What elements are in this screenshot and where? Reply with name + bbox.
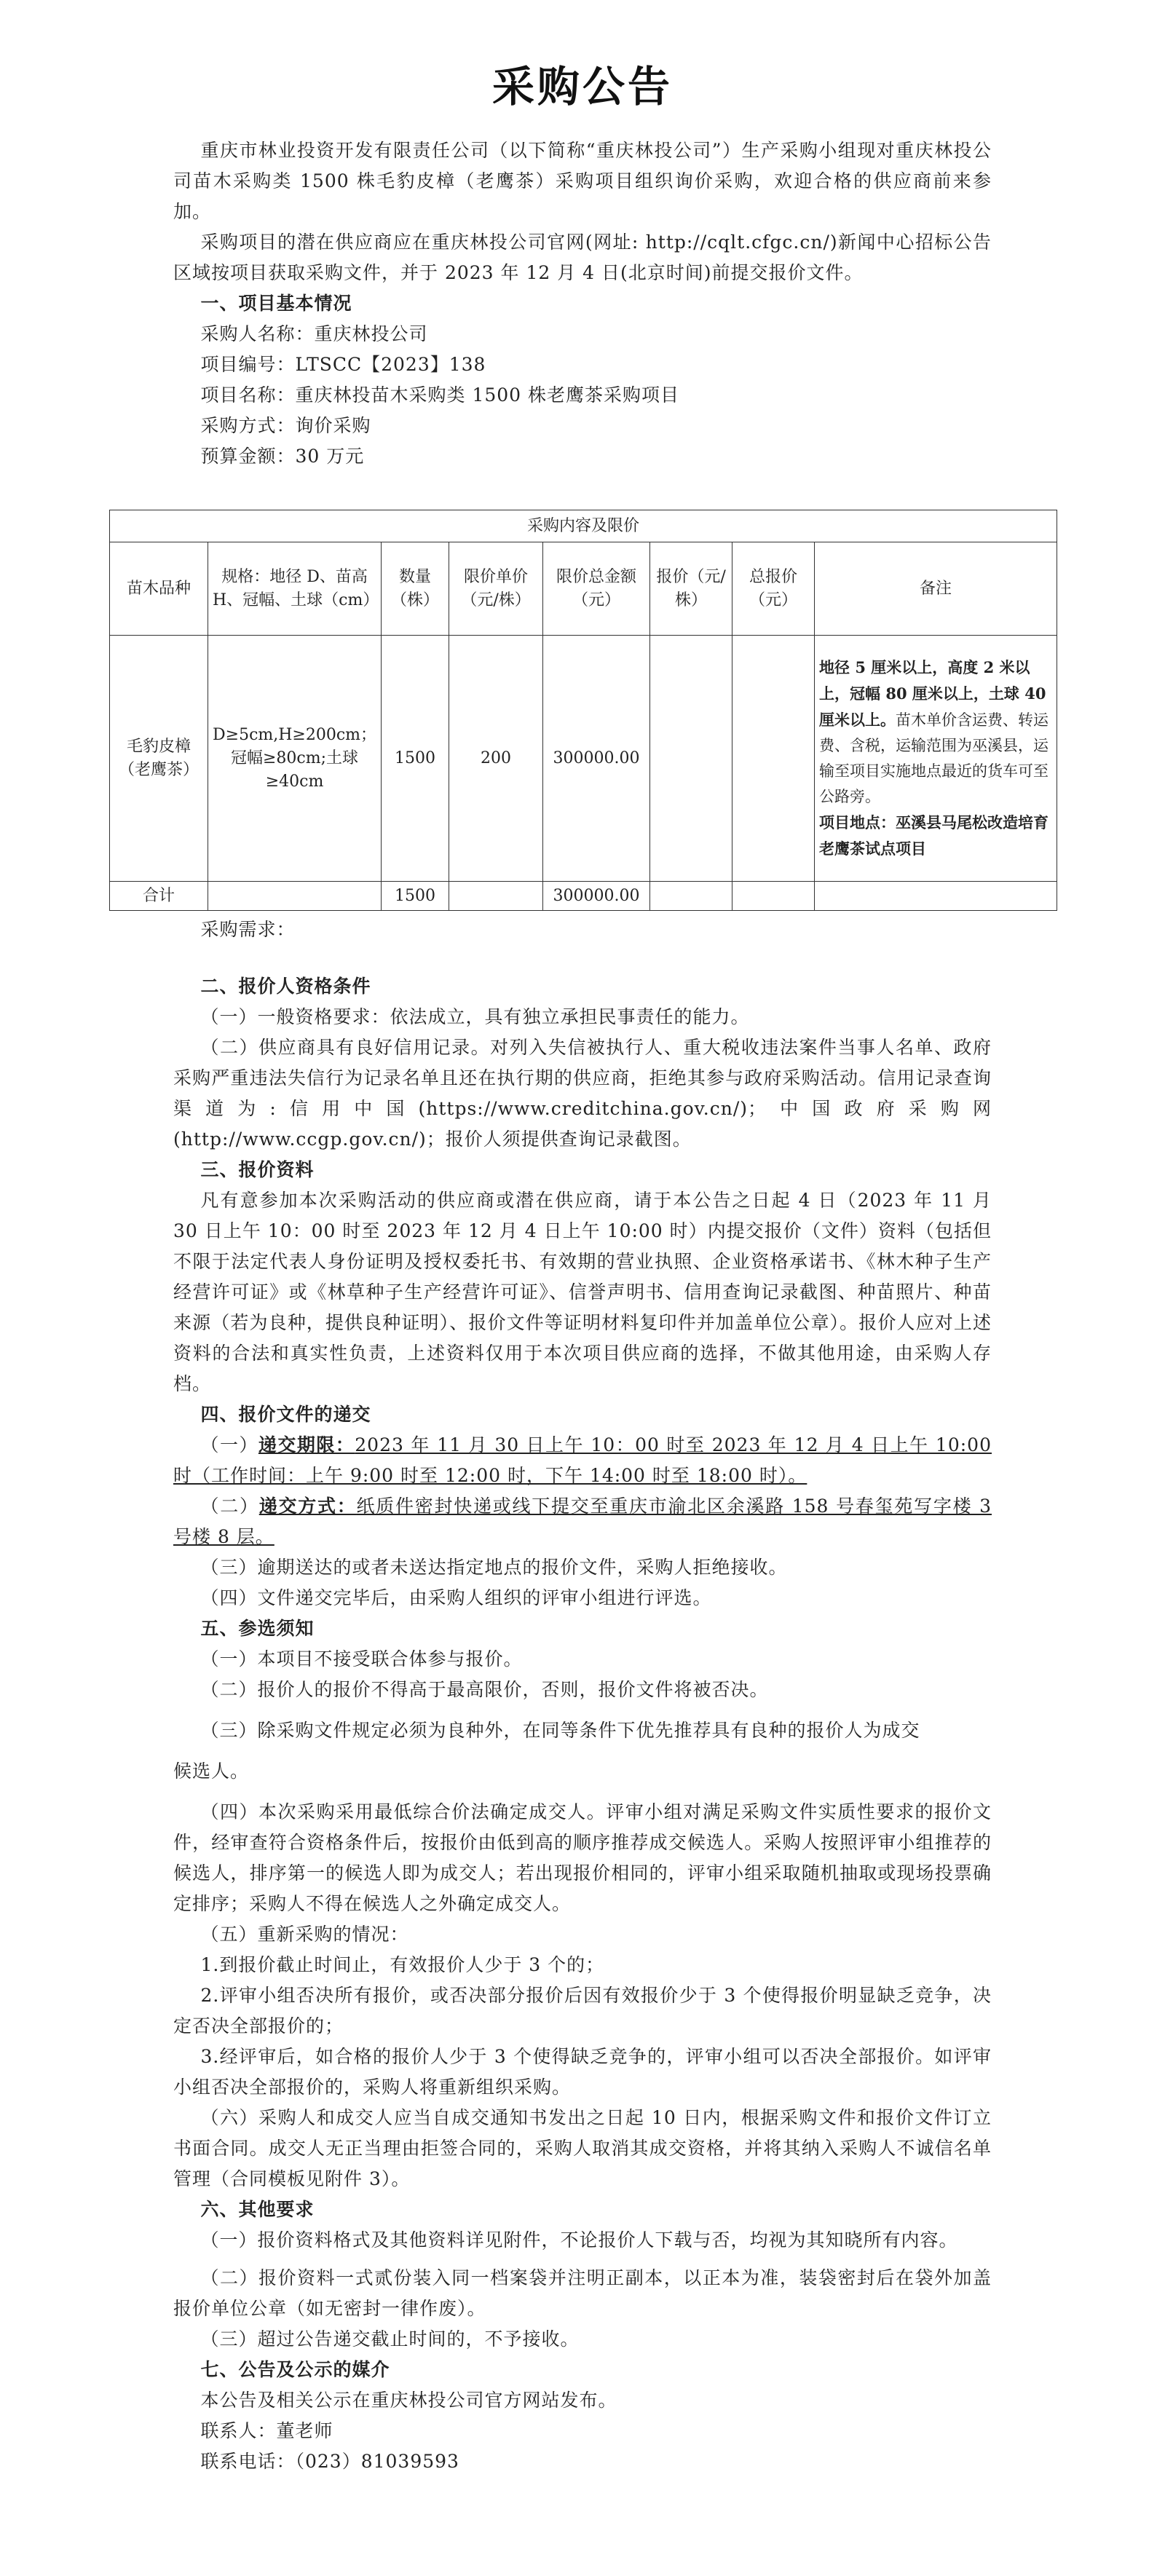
section4-paragraph-2: （二）递交方式：纸质件密封快递或线下提交至重庆市渝北区余溪路 158 号春玺苑写字楼 3 号楼 8 层。 [173, 1496, 992, 1547]
page-title: 采购公告 [491, 62, 673, 111]
purchase-method: 采购方式：询价采购 [200, 415, 371, 436]
section1-heading: 一、项目基本情况 [200, 293, 352, 314]
section4-heading: 四、报价文件的递交 [200, 1404, 371, 1425]
section7-heading: 七、公告及公示的媒介 [200, 2359, 390, 2380]
section5-paragraph-6: （六）采购人和成交人应当自成交通知书发出之日起 10 日内，根据采购文件和报价文件订立书面合同。成交人无正当理由拒签合同的，采购人取消其成交资格，并将其纳入采购人不诚信名单管理（合同模板见附件 3）。 [173, 2107, 992, 2189]
section6-paragraph-3: （三）超过公告递交截止时间的，不予接收。 [200, 2328, 580, 2350]
total-label: 合计 [110, 882, 208, 911]
section5-item-1: 1.到报价截止时间止，有效报价人少于 3 个的； [200, 1954, 605, 1975]
cell-qty: 1500 [382, 636, 449, 882]
section5-item-2: 2.评审小组否决所有报价，或否决部分报价后因有效报价少于 3 个使得报价明显缺乏竞争，决定否决全部报价的； [173, 1985, 992, 2036]
section5-paragraph-1: （一）本项目不接受联合体参与报价。 [200, 1648, 523, 1670]
intro-paragraph-2: 采购项目的潜在供应商应在重庆林投公司官网(网址: http://cqlt.cfgc.cn/)新闻中心招标公告区域按项目获取采购文件，并于 2023 年 12 月 4 日(北京时间)前提交报价文件。 [173, 232, 992, 283]
cell-spec: D≥5cm,H≥200cm；冠幅≥80cm;土球≥40cm [208, 636, 382, 882]
header-spec: 规格：地径 D、苗高 H、冠幅、土球（cm） [208, 542, 382, 636]
header-total-quote: 总报价（元） [732, 542, 815, 636]
contact-phone: 联系电话：（023）81039593 [200, 2451, 459, 2472]
header-unit-price: 限价单价（元/株） [449, 542, 543, 636]
procurement-table [109, 510, 1057, 911]
deadline-text: 2023 年 11 月 30 日上午 10：00 时至 2023 年 12 月 4 日上午 10:00 时（工作时间：上午 9:00 时至 12:00 时，下午 14:00 时至 18:00 时）。 [173, 1434, 992, 1486]
intro-section [173, 135, 992, 472]
section5-heading: 五、参选须知 [200, 1618, 315, 1639]
header-quote: 报价（元/株） [650, 542, 732, 636]
remarks-plain: 苗木单价含运费、转运费、含税，运输范围为巫溪县，运输至项目实施地点最近的货车可至公路旁。 [819, 711, 1049, 805]
section5-paragraph-4: （四）本次采购采用最低综合价法确定成交人。评审小组对满足采购文件实质性要求的报价文件，经审查符合资格条件后，按报价由低到高的顺序推荐成交候选人。采购人按照评审小组推荐的候选人，排序第一的候选人即为成交人；若出现报价相同的，评审小组采取随机抽取或现场投票确定排序；采购人不得在候选人之外确定成交人。 [173, 1801, 992, 1914]
section6-paragraph-2: （二）报价资料一式贰份装入同一档案袋并注明正副本，以正本为准，装袋密封后在袋外加盖报价单位公章（如无密封一律作废）。 [173, 2267, 992, 2319]
budget-amount: 预算金额：30 万元 [200, 446, 365, 467]
section6-heading: 六、其他要求 [200, 2199, 315, 2220]
section5-paragraph-2: （二）报价人的报价不得高于最高限价，否则，报价文件将被否决。 [200, 1679, 769, 1700]
table-header-row [110, 542, 1057, 636]
deadline-label: 递交期限： [258, 1434, 355, 1455]
cell-remarks [815, 636, 1057, 882]
header-qty: 数量（株） [382, 542, 449, 636]
contact-person: 联系人：董老师 [200, 2420, 333, 2441]
table-total-row [110, 882, 1057, 911]
section4-paragraph-4: （四）文件递交完毕后，由采购人组织的评审小组进行评选。 [200, 1587, 712, 1608]
header-total-limit: 限价总金额（元） [543, 542, 650, 636]
purchaser-name: 采购人名称：重庆林投公司 [200, 323, 428, 344]
section3-paragraph-1: 凡有意参加本次采购活动的供应商或潜在供应商，请于本公告之日起 4 日（2023 年 11 月 30 日上午 10：00 时至 2023 年 12 月 4 日上午 10:00 时）内提交报价（文件）资料（包括但不限于法定代表人身份证明及授权委托书、有效期的营业执照、企业资格承诺书、《林木种子生产经营许可证》或《林草种子生产经营许可证》、信誉声明书、信用查询记录截图、种苗照片、种苗来源（若为良种，提供良种证明）、报价文件等证明材料复印件并加盖单位公章）。报价人应对上述资料的合法和真实性负责，上述资料仅用于本次项目供应商的选择，不做其他用途，由采购人存档。 [173, 1190, 992, 1394]
remarks-location-bold: 项目地点：巫溪县马尾松改造培育老鹰茶试点项目 [819, 813, 1049, 858]
section3-heading: 三、报价资料 [200, 1159, 315, 1180]
section5-paragraph-5: （五）重新采购的情况： [200, 1924, 409, 1945]
delivery-method-label: 递交方式： [258, 1496, 357, 1517]
section5-paragraph-3: （三）除采购文件规定必须为良种外，在同等条件下优先推荐具有良种的报价人为成交 [200, 1720, 920, 1741]
total-amount: 300000.00 [543, 882, 650, 911]
section7-paragraph-1: 本公告及相关公示在重庆林投公司官方网站发布。 [200, 2390, 617, 2411]
table-caption: 采购内容及限价 [110, 510, 1057, 542]
section6-paragraph-1: （一）报价资料格式及其他资料详见附件，不论报价人下载与否，均视为其知晓所有内容。 [200, 2229, 958, 2251]
section4-paragraph-3: （三）逾期送达的或者未送达指定地点的报价文件，采购人拒绝接收。 [200, 1557, 788, 1578]
header-remarks: 备注 [815, 542, 1057, 636]
total-qty: 1500 [382, 882, 449, 911]
header-variety: 苗木品种 [110, 542, 208, 636]
intro-paragraph-1: 重庆市林业投资开发有限责任公司（以下简称“重庆林投公司”）生产采购小组现对重庆林投公司苗木采购类 1500 株毛豹皮樟（老鹰茶）采购项目组织询价采购，欢迎合格的供应商前来参加。 [173, 140, 992, 222]
cell-total-quote [732, 636, 815, 882]
section5-item-3: 3.经评审后，如合格的报价人少于 3 个使得缺乏竞争的，评审小组可以否决全部报价。如评审小组否决全部报价的，采购人将重新组织采购。 [173, 2046, 992, 2098]
section4-paragraph-1: （一）递交期限：2023 年 11 月 30 日上午 10：00 时至 2023 年 12 月 4 日上午 10:00 时（工作时间：上午 9:00 时至 12:00 时，下午 14:00 时至 18:00 时）。 [173, 1434, 992, 1486]
remarks-spec-bold: 地径 5 厘米以上，高度 2 米以上，冠幅 80 厘米以上，土球 40 厘米以上。 [819, 658, 1046, 729]
section5-paragraph-3-cont: 候选人。 [173, 1761, 250, 1782]
project-number: 项目编号：LTSCC【2023】138 [200, 354, 486, 375]
section2-paragraph-1: （一）一般资格要求：依法成立，具有独立承担民事责任的能力。 [200, 1006, 750, 1027]
section2-heading: 二、报价人资格条件 [200, 976, 371, 997]
project-name: 项目名称：重庆林投苗木采购类 1500 株老鹰茶采购项目 [200, 384, 680, 406]
cell-total: 300000.00 [543, 636, 650, 882]
cell-variety: 毛豹皮樟（老鹰茶） [110, 636, 208, 882]
cell-quote [650, 636, 732, 882]
cell-unit-price: 200 [449, 636, 543, 882]
demand-label: 采购需求： [200, 919, 296, 940]
body-sections [173, 914, 992, 2477]
table-row [110, 636, 1057, 882]
delivery-method-text: 纸质件密封快递或线下提交至重庆市渝北区余溪路 158 号春玺苑写字楼 3 号楼 8 层。 [173, 1496, 992, 1547]
section2-paragraph-2: （二）供应商具有良好信用记录。对列入失信被执行人、重大税收违法案件当事人名单、政府采购严重违法失信行为记录名单且还在执行期的供应商，拒绝其参与政府采购活动。信用记录查询渠道为:信用中国(https://www.creditchina.gov.cn/)；中国政府采购网(http://www.ccgp.gov.cn/)；报价人须提供查询记录截图。 [173, 1037, 992, 1150]
